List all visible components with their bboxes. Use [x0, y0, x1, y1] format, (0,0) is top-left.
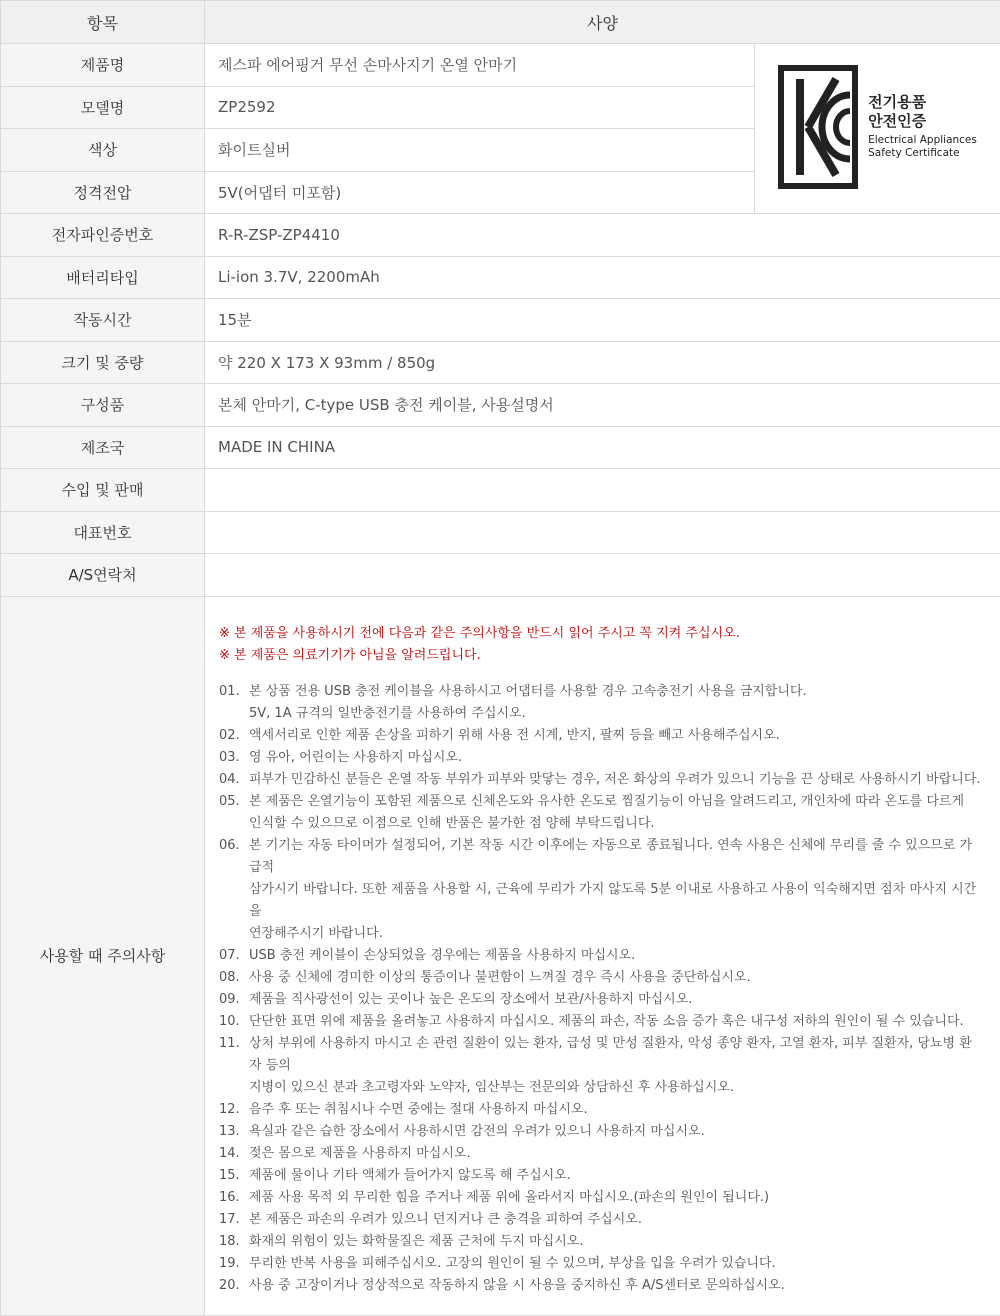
row-value: MADE IN CHINA	[205, 426, 1000, 469]
caution-item-text: 음주 후 또는 취침시나 수면 중에는 절대 사용하지 마십시오.	[249, 1099, 984, 1121]
caution-item	[219, 1231, 984, 1253]
warning-line: ※ 본 제품을 사용하시기 전에 다음과 같은 주의사항을 반드시 읽어 주시고 꼭 지켜 주십시오.	[219, 623, 984, 645]
table-header-row	[1, 1, 1000, 44]
caution-item	[219, 1275, 984, 1297]
row-label: 정격전압	[1, 171, 205, 214]
row-label: 제조국	[1, 426, 205, 469]
caution-item-text: 본 제품은 온열기능이 포함된 제품으로 신체온도와 유사한 온도로 찜질기능이 아님을 알려드리고, 개인차에 따라 온도를 다르게 인식할 수 있으므로 이점으로 인해 반품은 불가한 점 양해 부탁드립니다.	[249, 791, 984, 835]
caution-item-text: 욕실과 같은 습한 장소에서 사용하시면 감전의 우려가 있으니 사용하지 마십시오.	[249, 1121, 984, 1143]
caution-item-text: 제품을 직사광선이 있는 곳이나 높은 온도의 장소에서 보관/사용하지 마십시오.	[249, 989, 984, 1011]
caution-item-text: 본 기기는 자동 타이머가 설정되어, 기본 작동 시간 이후에는 자동으로 종료됩니다. 연속 사용은 신체에 무리를 줄 수 있으므로 가급적 삼가시기 바랍니다. 또한 제품을 사용할 시, 근육에 무리가 가지 않도록 5분 이내로 사용하고 사용이 익숙해지면 점차 마사지 시간을 연장해주시기 바랍니다.	[249, 835, 984, 945]
caution-item-number: 14.	[219, 1143, 249, 1165]
kc-mark-cell	[755, 44, 1000, 214]
caution-item-number: 17.	[219, 1209, 249, 1231]
caution-item	[219, 769, 984, 791]
row-label: 모델명	[1, 86, 205, 129]
caution-item	[219, 725, 984, 747]
caution-item-text: 액세서리로 인한 제품 손상을 피하기 위해 사용 전 시계, 반지, 팔찌 등을 빼고 사용해주십시오.	[249, 725, 984, 747]
caution-item-number: 15.	[219, 1165, 249, 1187]
caution-item-text: 단단한 표면 위에 제품을 올려놓고 사용하지 마십시오. 제품의 파손, 작동 소음 증가 혹은 내구성 저하의 원인이 될 수 있습니다.	[249, 1011, 984, 1033]
caution-item-text: 무리한 반복 사용을 피해주십시오. 고장의 원인이 될 수 있으며, 부상을 입을 우려가 있습니다.	[249, 1253, 984, 1275]
caution-item-number: 07.	[219, 945, 249, 967]
row-value: 약 220 X 173 X 93mm / 850g	[205, 341, 1000, 384]
row-value: 화이트실버	[205, 129, 755, 172]
table-row	[1, 511, 1000, 554]
header-item: 항목	[1, 1, 205, 44]
row-value: 15분	[205, 299, 1000, 342]
caution-item-number: 16.	[219, 1187, 249, 1209]
caution-content	[205, 596, 1000, 1315]
table-row	[1, 554, 1000, 597]
caution-item-number: 10.	[219, 1011, 249, 1033]
caution-item-text: 제품에 물이나 기타 액체가 들어가지 않도록 해 주십시오.	[249, 1165, 984, 1187]
table-row	[1, 214, 1000, 257]
caution-item	[219, 989, 984, 1011]
kc-text	[868, 93, 977, 160]
caution-row	[1, 596, 1000, 1315]
kc-label-ko-2: 안전인증	[868, 112, 977, 131]
caution-item-number: 06.	[219, 835, 249, 945]
table-row	[1, 469, 1000, 512]
caution-item-number: 20.	[219, 1275, 249, 1297]
row-label: 크기 및 중량	[1, 341, 205, 384]
caution-item-number: 01.	[219, 681, 249, 725]
warning-line: ※ 본 제품은 의료기기가 아님을 알려드립니다.	[219, 645, 984, 667]
table-row	[1, 426, 1000, 469]
caution-item-number: 18.	[219, 1231, 249, 1253]
row-value: R-R-ZSP-ZP4410	[205, 214, 1000, 257]
row-value	[205, 554, 1000, 597]
caution-item	[219, 1187, 984, 1209]
caution-item-number: 13.	[219, 1121, 249, 1143]
kc-certification-mark	[778, 65, 977, 189]
caution-item	[219, 967, 984, 989]
caution-item	[219, 1143, 984, 1165]
caution-item	[219, 747, 984, 769]
row-value: Li-ion 3.7V, 2200mAh	[205, 256, 1000, 299]
row-label: 배터리타입	[1, 256, 205, 299]
caution-item-text: 젖은 몸으로 제품을 사용하지 마십시오.	[249, 1143, 984, 1165]
row-label: 구성품	[1, 384, 205, 427]
table-row	[1, 341, 1000, 384]
row-value: 본체 안마기, C-type USB 충전 케이블, 사용설명서	[205, 384, 1000, 427]
kc-label-ko-1: 전기용품	[868, 93, 977, 112]
row-value: 제스파 에어핑거 무선 손마사지기 온열 안마기	[205, 44, 755, 87]
table-row	[1, 299, 1000, 342]
row-value: ZP2592	[205, 86, 755, 129]
caution-item-text: 본 상품 전용 USB 충전 케이블을 사용하시고 어댑터를 사용할 경우 고속충전기 사용을 금지합니다. 5V, 1A 규격의 일반충전기를 사용하여 주십시오.	[249, 681, 984, 725]
table-row	[1, 256, 1000, 299]
caution-item-text: USB 충전 케이블이 손상되었을 경우에는 제품을 사용하지 마십시오.	[249, 945, 984, 967]
caution-item-text: 사용 중 신체에 경미한 이상의 통증이나 불편함이 느껴질 경우 즉시 사용을 중단하십시오.	[249, 967, 984, 989]
caution-item	[219, 945, 984, 967]
table-row	[1, 384, 1000, 427]
kc-label-en-1: Electrical Appliances	[868, 134, 977, 147]
caution-item-number: 03.	[219, 747, 249, 769]
caution-item-text: 본 제품은 파손의 우려가 있으니 던지거나 큰 충격을 피하여 주십시오.	[249, 1209, 984, 1231]
caution-item	[219, 1121, 984, 1143]
caution-item-number: 09.	[219, 989, 249, 1011]
caution-label: 사용할 때 주의사항	[1, 596, 205, 1315]
caution-item	[219, 1165, 984, 1187]
row-label: 전자파인증번호	[1, 214, 205, 257]
caution-item-text: 상처 부위에 사용하지 마시고 손 관련 질환이 있는 환자, 급성 및 만성 질환자, 악성 종양 환자, 고열 환자, 피부 질환자, 당뇨병 환자 등의 지병이 있으신 분과 초고령자와 노약자, 임산부는 전문의와 상담하신 후 사용하십시오.	[249, 1033, 984, 1099]
caution-item	[219, 791, 984, 835]
caution-item-number: 02.	[219, 725, 249, 747]
caution-list	[219, 681, 984, 1297]
caution-item-number: 05.	[219, 791, 249, 835]
caution-item	[219, 1209, 984, 1231]
caution-item	[219, 1033, 984, 1099]
caution-item	[219, 681, 984, 725]
caution-item-number: 19.	[219, 1253, 249, 1275]
caution-item-number: 11.	[219, 1033, 249, 1099]
row-label: 제품명	[1, 44, 205, 87]
caution-item-number: 04.	[219, 769, 249, 791]
caution-item	[219, 1011, 984, 1033]
row-value	[205, 469, 1000, 512]
row-label: 작동시간	[1, 299, 205, 342]
caution-item-text: 제품 사용 목적 외 무리한 힘을 주거나 제품 위에 올라서지 마십시오.(파손의 원인이 됩니다.)	[249, 1187, 984, 1209]
table-row	[1, 44, 1000, 87]
caution-item-number: 12.	[219, 1099, 249, 1121]
caution-item	[219, 835, 984, 945]
caution-item-text: 영 유아, 어린이는 사용하지 마십시오.	[249, 747, 984, 769]
row-label: 수입 및 판매	[1, 469, 205, 512]
header-spec: 사양	[205, 1, 1000, 44]
row-value: 5V(어댑터 미포함)	[205, 171, 755, 214]
kc-label-en-2: Safety Certificate	[868, 147, 977, 160]
caution-item-number: 08.	[219, 967, 249, 989]
caution-item-text: 사용 중 고장이거나 정상적으로 작동하지 않을 시 사용을 중지하신 후 A/S센터로 문의하십시오.	[249, 1275, 984, 1297]
row-label: 대표번호	[1, 511, 205, 554]
row-label: 색상	[1, 129, 205, 172]
caution-item-text: 피부가 민감하신 분들은 온열 작동 부위가 피부와 맞닿는 경우, 저온 화상의 우려가 있으니 기능을 끈 상태로 사용하시기 바랍니다.	[249, 769, 984, 791]
row-value	[205, 511, 1000, 554]
row-label: A/S연락처	[1, 554, 205, 597]
kc-logo-icon	[778, 65, 858, 189]
caution-item	[219, 1099, 984, 1121]
caution-item-text: 화재의 위험이 있는 화학물질은 제품 근처에 두지 마십시오.	[249, 1231, 984, 1253]
